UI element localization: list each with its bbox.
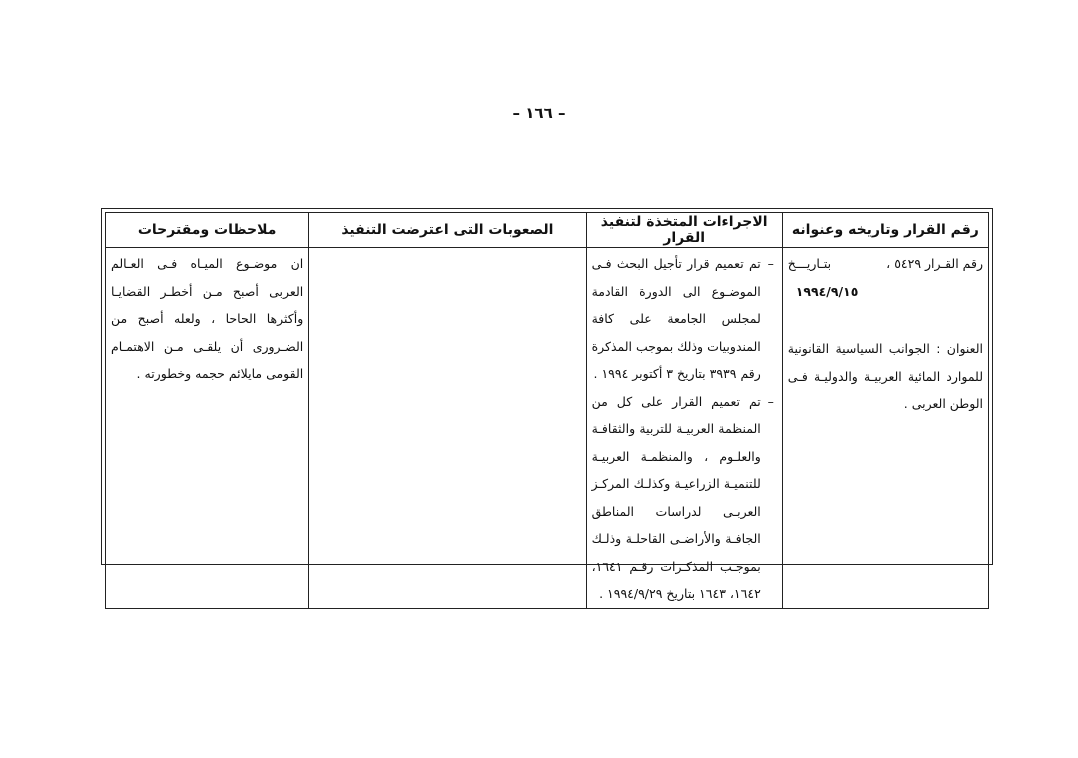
- action-dash: –: [767, 393, 774, 409]
- action-text: تم تعميم قرار تأجيل البحث فـى الموضـوع الى الدورة القادمة لمجلس الجامعة على كافة المندوبيات وذلك بموجب المذكرة رقم ٣٩٣٩ بتاريخ ٣ أكتوبر ١٩٩٤ .: [591, 256, 761, 381]
- decision-cell: [782, 248, 988, 609]
- header-notes: ملاحظات ومقترحات: [106, 213, 309, 248]
- header-row: [106, 213, 989, 248]
- spacer: [788, 305, 983, 335]
- table-frame: [101, 208, 993, 601]
- header-decision: رقم القرار وتاريخه وعنوانه: [782, 213, 988, 248]
- header-actions: الاجراءات المتخذة لتنفيذ القرار: [586, 213, 782, 248]
- decision-number: رقم القـرار ٥٤٢٩ ،: [886, 256, 983, 271]
- decision-title: العنوان : الجوانب السياسية القانونية للموارد المائية العربيـة والدوليـة فـى الوطن العربى .: [787, 341, 983, 411]
- action-item: [592, 388, 777, 608]
- notes-cell: ان موضـوع الميـاه فـى العـالم العربى أصبح مـن أخطـر القضايـا وأكثرها الحاحا ، ولعله أصبح من الضـرورى أن يلقـى مـن الاهتمـام القومى مايلائم حجمه وخطورته .: [106, 248, 309, 609]
- decisions-table: [105, 212, 989, 609]
- decision-date: ١٩٩٤/٩/١٥: [795, 283, 859, 299]
- table-row: [106, 248, 989, 609]
- header-difficulties: الصعوبات التى اعترضت التنفيذ: [309, 213, 586, 248]
- difficulties-cell: [309, 248, 586, 609]
- page-number: – ١٦٦ –: [512, 104, 566, 122]
- actions-cell: [586, 248, 782, 609]
- action-dash: –: [767, 256, 774, 271]
- decision-date-label: بتـاريـــخ: [787, 256, 832, 271]
- action-item: [592, 250, 777, 388]
- decision-number-line: [788, 250, 983, 278]
- action-text: تم تعميم القرار على كل من المنظمة العربيـة للتربية والثقافـة والعلـوم ، والمنظمـة العربيـة للتنميـة الزراعيـة وكذلـك المركـز العربـى لدراسات المناطق الجافـة والأراضـى القاحلـة وذلـك بموجـب المذكـرات رقـم ١٦٤١، ١٦٤٢، ١٦٤٣ بتاريخ ١٩٩٤/٩/٢٩ .: [591, 393, 761, 601]
